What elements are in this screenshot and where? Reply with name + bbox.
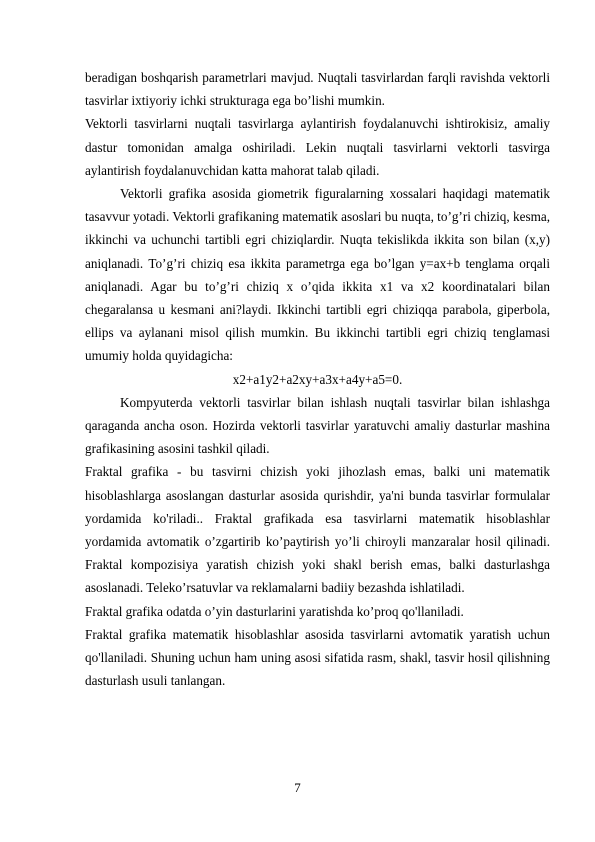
paragraph-fractal-definition: Fraktal grafika - bu tasvirni chizish yoki jihozlash emas, balki uni matematik hisoblashlarga asoslangan dasturlar asosida qurishdir, ya'ni bunda tasvirlar formulalar yordamida ko'riladi.. Fraktal grafikada esa tasvirlarni matematik hisoblashlar yordamida avtomatik o’zgartirib ko’paytirish yo’li chiroyli manzaralar hosil qilinadi. Fraktal kompozisiya yaratish chizish yoki shakl berish emas, balki dasturlashga asoslanadi. Teleko’rsatuvlar va reklamalarni badiiy bezashda ishlatiladi. [85, 464, 550, 596]
paragraph-raster-vs-vector: beradigan boshqarish parametrlari mavjud. Nuqtali tasvirlardan farqli ravishda vektorli tasvirlar ixtiyoriy ichki strukturaga ega bo’lishi mumkin. [85, 70, 550, 109]
paragraph-vector-software: Kompyuterda vektorli tasvirlar bilan ishlash nuqtali tasvirlar bilan ishlashga qaraganda ancha oson. Hozirda vektorli tasvirlar yaratuvchi amaliy dasturlar mashina grafikasining asosini tashkil qiladi. [85, 394, 550, 457]
document-body [85, 66, 550, 692]
paragraph-conversion: Vektorli tasvirlarni nuqtali tasvirlarga aylantirish foydalanuvchi ishtirokisiz, amaliy dastur tomonidan amalga oshiriladi. Lekin nuqtali tasvirlarni vektorli tasvirga aylantirish foydalanuvchidan katta mahorat talab qiladi. [85, 116, 550, 178]
paragraph-fractal-games: Fraktal grafika odatda o’yin dasturlarini yaratishda ko’proq qo'llaniladi. [85, 603, 464, 619]
page-number: 7 [294, 780, 301, 795]
equation-second-order-curve: x2+a1y2+a2xy+a3x+a4y+a5=0. [232, 371, 403, 387]
paragraph-fractal-math: Fraktal grafika matematik hisoblashlar asosida tasvirlarni avtomatik yaratish uchun qo'llaniladi. Shuning uchun ham uning asosi sifatida rasm, shakl, tasvir hosil qilishning dasturlash usuli tanlangan. [85, 626, 550, 689]
paragraph-vector-math: Vektorli grafika asosida giometrik figuralarning xossalari haqidagi matematik tasavvur yotadi. Vektorli grafikaning matematik asoslari bu nuqta, to’g’ri chiziq, kesma, ikkinchi va uchunchi tartibli egri chiziqlardir. Nuqta tekislikda ikkita son bilan (x,y) aniqlanadi. To’g’ri chiziq esa ikkita parametrga ega bo’lgan y=ax+b tenglama orqali aniqlanadi. Agar bu to’g’ri chiziq x o’qida ikkita x1 va x2 koordinatalari bilan chegaralansa u kesmani ani?laydi. Ikkinchi tartibli egri chiziqqa parabola, giperbola, ellips va aylanani misol qilish mumkin. Bu ikkinchi tartibli egri chiziq tenglamasi umumiy holda quyidagicha: [85, 186, 550, 364]
